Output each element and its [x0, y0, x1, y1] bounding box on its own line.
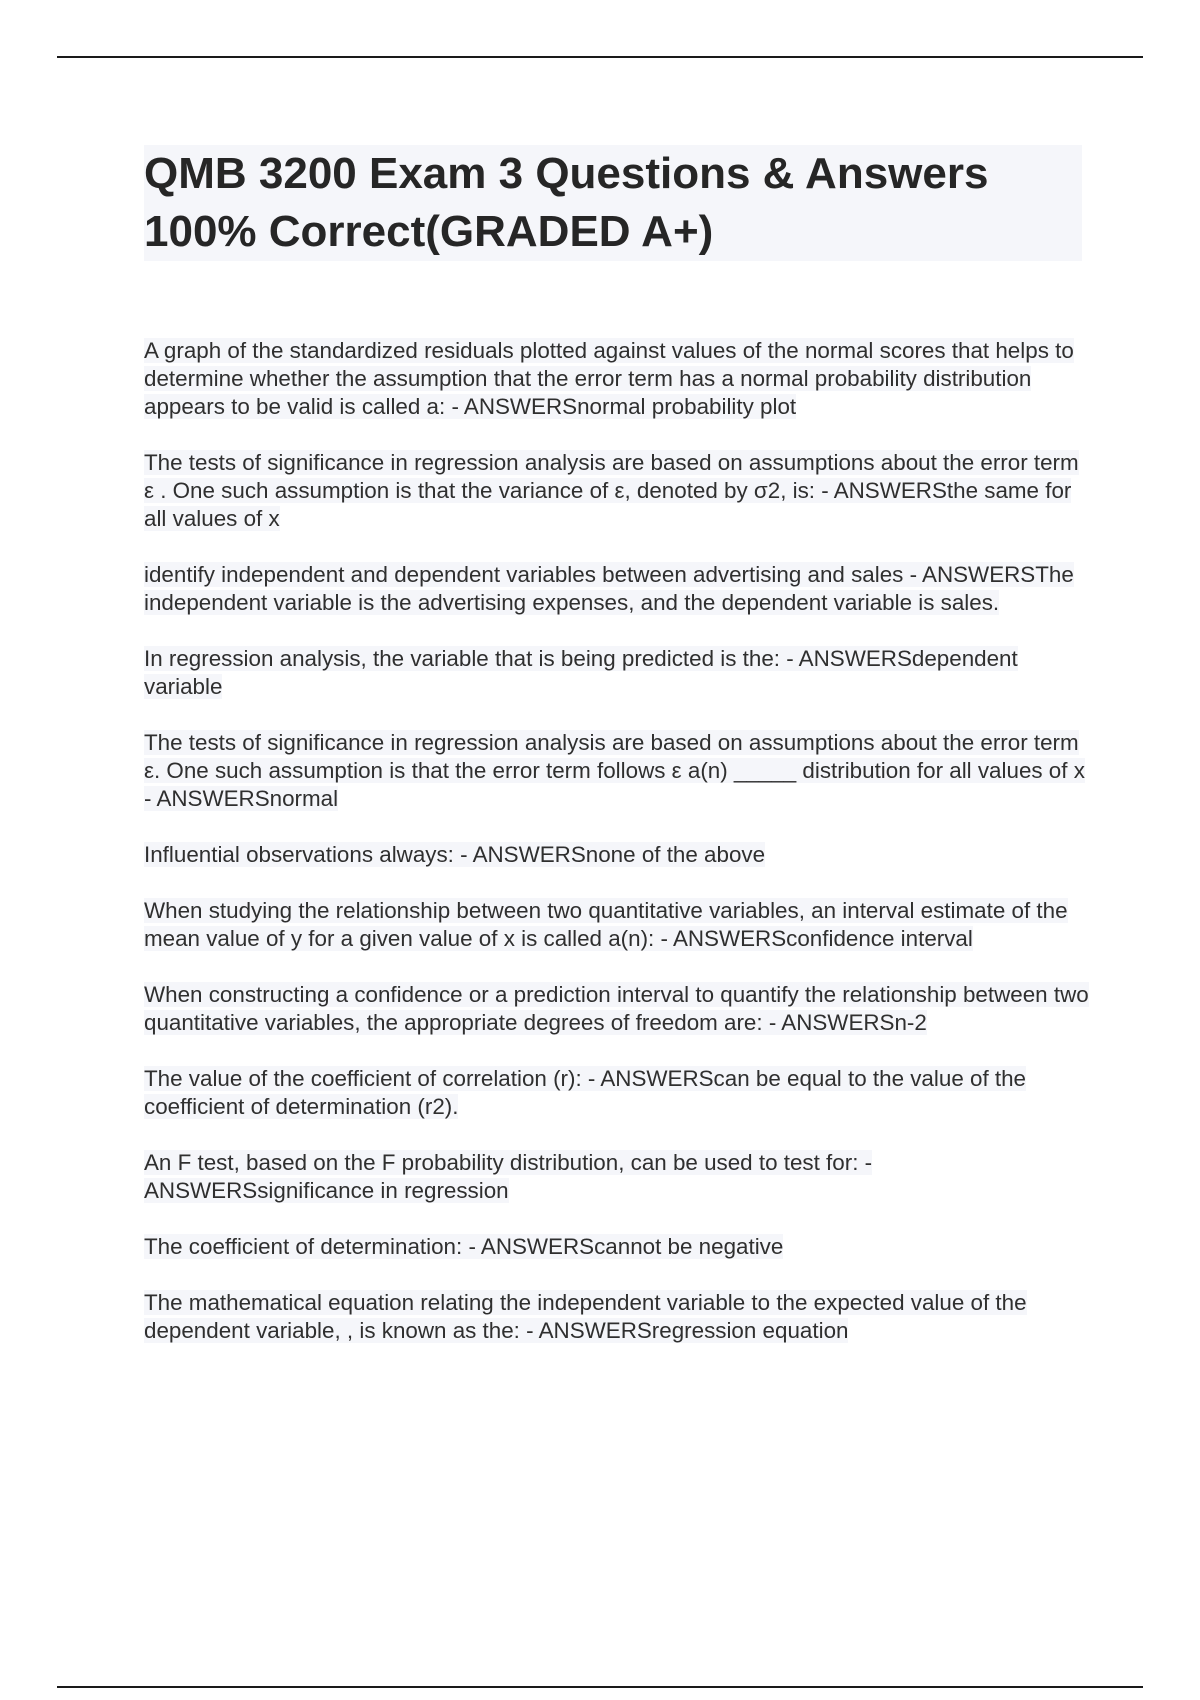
answer-marker: - ANSWERS — [654, 926, 787, 951]
qa-item — [144, 1289, 1094, 1345]
qa-item — [144, 337, 1094, 421]
answer-marker: - ANSWERS — [453, 842, 586, 867]
answer-text: regression equation — [651, 1318, 849, 1343]
answer-text: none of the above — [585, 842, 766, 867]
qa-item — [144, 841, 1094, 869]
qa-item — [144, 1065, 1094, 1121]
question-text: The coefficient of determination: — [144, 1234, 463, 1259]
answer-text: can be equal to the value of the coefficient of determination (r2). — [144, 1066, 1027, 1119]
top-divider — [57, 56, 1143, 58]
qa-item — [144, 729, 1094, 813]
answer-text: n-2 — [894, 1010, 927, 1035]
answer-marker: - ANSWERS — [581, 1066, 714, 1091]
answer-marker: - ANSWERS — [815, 478, 947, 503]
question-text: Influential observations always: — [144, 842, 454, 867]
qa-item — [144, 1149, 1094, 1205]
document-title: QMB 3200 Exam 3 Questions & Answers 100% Correct(GRADED A+) — [144, 149, 989, 256]
answer-marker: - ANSWERS — [462, 1234, 595, 1259]
qa-item — [144, 449, 1094, 533]
answer-text: significance in regression — [257, 1178, 509, 1203]
answer-text: confidence interval — [786, 926, 973, 951]
answer-marker: - ANSWERS — [903, 562, 1036, 587]
qa-item — [144, 897, 1094, 953]
qa-item — [144, 561, 1094, 617]
answer-text: cannot be negative — [594, 1234, 784, 1259]
answer-marker: - ANSWERS — [144, 1150, 873, 1203]
answer-text: The independent variable is the advertising expenses, and the dependent variable is sales. — [144, 562, 1074, 615]
question-text: identify independent and dependent variables between advertising and sales — [144, 562, 904, 587]
question-text: When studying the relationship between two quantitative variables, an interval estimate of the mean value of y for a given value of x is called a(n): — [144, 898, 1068, 951]
answer-text: the same for all values of x — [144, 478, 1072, 531]
question-text: The tests of significance in regression analysis are based on assumptions about the error term ε. One such assumption is that the error term follows ε a(n) _____ distribution for all values of x — [144, 730, 1085, 783]
question-text: The tests of significance in regression analysis are based on assumptions about the error term ε . One such assumption is that the variance of ε, denoted by σ2, is: — [144, 450, 1079, 503]
question-text: A graph of the standardized residuals plotted against values of the normal scores that helps to determine whether the assumption that the error term has a normal probability distribution appears to be valid is called a: — [144, 338, 1074, 419]
qa-item — [144, 981, 1094, 1037]
answer-text: dependent variable — [144, 646, 1018, 699]
question-text: When constructing a confidence or a prediction interval to quantify the relationship between two quantitative variables, the appropriate degrees of freedom are: — [144, 982, 1089, 1035]
title-block — [144, 145, 1082, 261]
answer-text: normal probability plot — [577, 394, 797, 419]
question-text: The value of the coefficient of correlation (r): — [144, 1066, 582, 1091]
answer-marker: - ANSWERS — [762, 1010, 895, 1035]
question-text: The mathematical equation relating the independent variable to the expected value of the dependent variable, , is known as the: — [144, 1290, 1027, 1343]
qa-item — [144, 645, 1094, 701]
answer-marker: - ANSWERS — [445, 394, 578, 419]
qa-item — [144, 1233, 1094, 1261]
question-text: An F test, based on the F probability distribution, can be used to test for: — [144, 1150, 859, 1175]
answer-marker: - ANSWERS — [144, 786, 270, 811]
bottom-divider — [57, 1686, 1143, 1688]
question-text: In regression analysis, the variable that is being predicted is the: — [144, 646, 781, 671]
answer-marker: - ANSWERS — [780, 646, 912, 671]
answer-text: normal — [269, 786, 339, 811]
answer-marker: - ANSWERS — [519, 1318, 652, 1343]
qa-list — [144, 337, 1094, 1373]
